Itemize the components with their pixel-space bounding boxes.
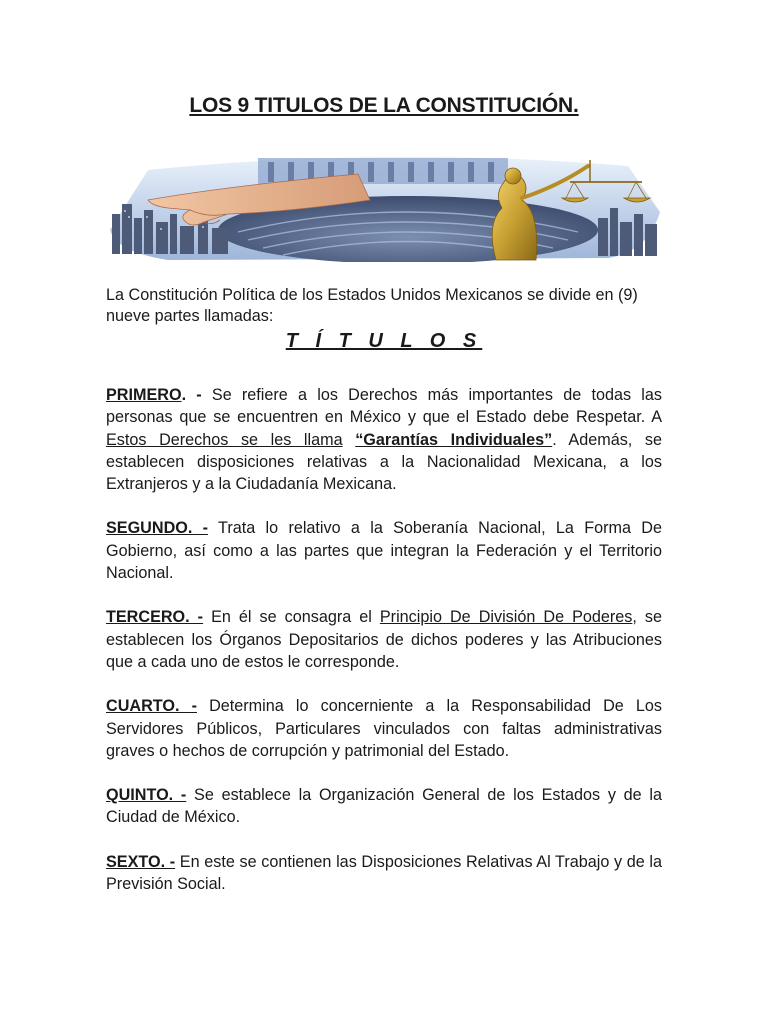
justice-statue-icon [108, 152, 660, 262]
titulo-separator: . - [181, 386, 202, 404]
section-heading: T Í T U L O S [285, 330, 483, 352]
titulo-label: TERCERO. - [106, 608, 204, 627]
titulo-cuarto [106, 695, 662, 762]
titulo-quinto [106, 784, 662, 829]
titulo-tercero [106, 606, 662, 673]
titulo-label: SEGUNDO. - [106, 519, 209, 538]
titulos-list [106, 384, 662, 917]
page-title: LOS 9 TITULOS DE LA CONSTITUCIÓN. [189, 94, 579, 117]
titulo-text: Trata lo relativo a la Soberanía Nacional, La Forma De Gobierno, así como a las partes que integran la Federación y el Territorio Nacional. [106, 519, 662, 583]
titulo-bold-text: “Garantías Individuales” [355, 430, 553, 449]
titulo-label: QUINTO. - [106, 786, 187, 805]
titulo-primero [106, 384, 662, 495]
titulo-label: PRIMERO [106, 386, 182, 404]
titulo-text: Se establece la Organización General de los Estados y de la Ciudad de México. [106, 786, 662, 827]
titulo-text: Determina lo concerniente a la Responsabilidad De Los Servidores Públicos, Particulares vinculados con faltas administrativas graves o hechos de corrupción y patrimonial del Estado. [106, 697, 662, 760]
titulo-underlined-text: Principio De División De Poderes [379, 608, 633, 627]
titulo-text: Se refiere a los Derechos más importantes de todas las personas que se encuentren en México y que el Estado debe Respetar. A [106, 386, 662, 427]
titulo-text: En este se contienen las Disposiciones Relativas Al Trabajo y de la Previsión Social. [106, 852, 662, 894]
titulo-text [343, 431, 356, 449]
titulo-label: SEXTO. - [106, 852, 176, 871]
titulo-underlined-text: Estos Derechos se les llama [106, 430, 343, 449]
titulo-segundo [106, 517, 662, 584]
titulo-label: CUARTO. - [106, 697, 197, 716]
titulo-text: . Además, se establecen disposiciones relativas a la Nacionalidad Mexicana, a los Extranjeros y a la Ciudadanía Mexicana. [106, 430, 662, 494]
titulo-text: En él se consagra el [203, 608, 380, 627]
titulo-text: , se establecen los Órganos Depositarios de dichos poderes y las Atribuciones que a cada uno de estos le corresponde. [106, 608, 663, 671]
titulo-sexto [106, 851, 662, 896]
intro-paragraph: La Constitución Política de los Estados Unidos Mexicanos se divide en (9) nueve partes llamadas: [106, 286, 638, 325]
constitution-banner-image [108, 152, 660, 262]
